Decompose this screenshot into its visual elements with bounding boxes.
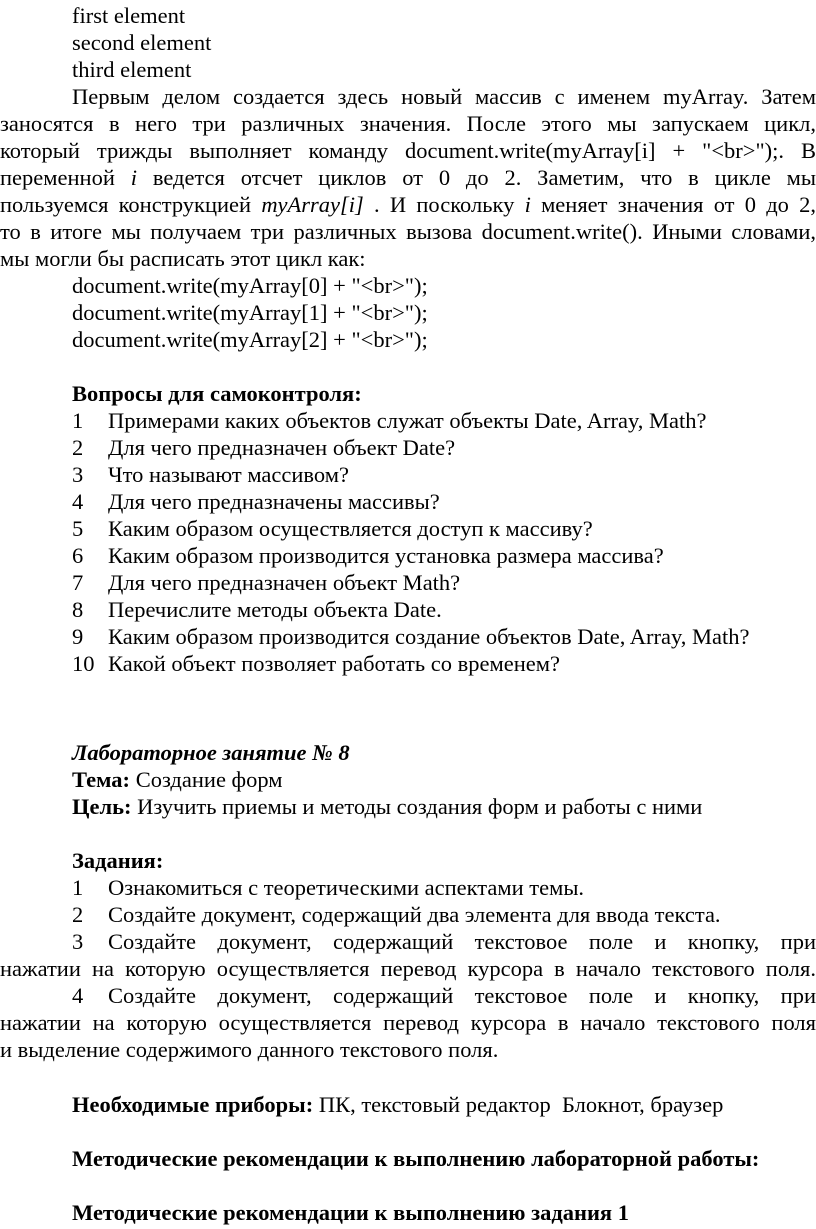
paragraph-line — [0, 164, 816, 191]
list-number: 2 — [72, 435, 84, 460]
list-text: Примерами каких объектов служат объекты Date, Array, Math? — [108, 408, 707, 433]
paragraph-line: Первым делом создается здесь новый массив с именем myArray. Затем — [72, 84, 816, 109]
code-line: document.write(myArray[2] + "<br>"); — [72, 327, 428, 352]
paragraph-line: заносятся в него три различных значения. После этого мы запускаем цикл, — [0, 111, 816, 136]
text-span: меняет значения от 0 до 2, — [541, 192, 816, 217]
equipment-label: Необходимые приборы: — [72, 1092, 314, 1117]
list-number: 6 — [72, 543, 84, 568]
equipment-text: ПК, текстовый редактор Блокнот, браузер — [318, 1092, 724, 1117]
list-number: 10 — [72, 651, 95, 676]
lab-goal — [72, 793, 702, 820]
task-text-continued: нажатии на которую осуществляется перевод курсора в начало текстового поля. — [0, 956, 816, 981]
list-number: 7 — [72, 570, 84, 595]
list-number: 1 — [72, 408, 84, 433]
task-text-continued: и выделение содержимого данного текстового поля. — [0, 1037, 499, 1062]
task-text: Создайте документ, содержащий текстовое поле и кнопку, при — [108, 983, 816, 1008]
topic-label: Тема: — [72, 767, 131, 792]
task-number: 2 — [72, 902, 84, 927]
recommendations-heading: Методические рекомендации к выполнению лабораторной работы: — [72, 1146, 760, 1171]
list-number: 4 — [72, 489, 84, 514]
task-number: 1 — [72, 875, 84, 900]
list-number: 8 — [72, 597, 84, 622]
variable-name: i — [130, 165, 137, 190]
list-number: 3 — [72, 462, 84, 487]
list-text: Для чего предназначен объект Math? — [108, 570, 461, 595]
task-text: Создайте документ, содержащий два элемента для ввода текста. — [108, 902, 721, 927]
list-text: Перечислите методы объекта Date. — [108, 597, 442, 622]
topic-text: Создание форм — [135, 767, 283, 792]
list-text: Какой объект позволяет работать со временем? — [108, 651, 560, 676]
code-line: document.write(myArray[0] + "<br>"); — [72, 273, 428, 298]
task-number: 4 — [72, 983, 84, 1008]
goal-label: Цель: — [72, 794, 132, 819]
text-span: ведется отсчет циклов от 0 до 2. Заметим, что в цикле мы — [152, 165, 816, 190]
paragraph-line — [0, 191, 816, 218]
tasks-heading: Задания: — [72, 848, 164, 873]
task-number: 3 — [72, 929, 84, 954]
equipment — [72, 1091, 723, 1118]
list-text: Каким образом осуществляется доступ к массиву? — [108, 516, 593, 541]
variable-name: i — [524, 192, 531, 217]
list-text: Каким образом производится создание объектов Date, Array, Math? — [108, 624, 750, 649]
list-number: 9 — [72, 624, 84, 649]
list-text: Каким образом производится установка размера массива? — [108, 543, 664, 568]
text-span: пользуемся конструкцией — [0, 192, 252, 217]
goal-text: Изучить приемы и методы создания форм и работы с ними — [137, 794, 703, 819]
recommendations-subheading: Методические рекомендации к выполнению задания 1 — [72, 1200, 629, 1225]
lab-title: Лабораторное занятие № 8 — [72, 740, 350, 765]
task-text-continued: нажатии на которую осуществляется перевод курсора в начало текстового поля — [0, 1010, 816, 1035]
list-text: Что называют массивом? — [108, 462, 349, 487]
output-line: third element — [72, 57, 192, 82]
list-text: Для чего предназначены массивы? — [108, 489, 440, 514]
paragraph-line: то в итоге мы получаем три различных вызова document.write(). Иными словами, — [0, 219, 816, 244]
text-span: переменной — [0, 165, 115, 190]
questions-heading: Вопросы для самоконтроля: — [72, 381, 362, 406]
output-line: first element — [72, 3, 186, 28]
paragraph-line: который трижды выполняет команду document.write(myArray[i] + "<br>");. В — [0, 138, 816, 163]
task-text: Ознакомиться с теоретическими аспектами темы. — [108, 875, 585, 900]
lab-topic — [72, 766, 283, 793]
text-span: . И поскольку — [374, 192, 515, 217]
paragraph-line: мы могли бы расписать этот цикл как: — [0, 246, 366, 271]
list-number: 5 — [72, 516, 84, 541]
output-line: second element — [72, 30, 212, 55]
variable-name: myArray[i] — [261, 192, 364, 217]
task-text: Создайте документ, содержащий текстовое поле и кнопку, при — [108, 929, 816, 954]
list-text: Для чего предназначен объект Date? — [108, 435, 456, 460]
code-line: document.write(myArray[1] + "<br>"); — [72, 300, 428, 325]
